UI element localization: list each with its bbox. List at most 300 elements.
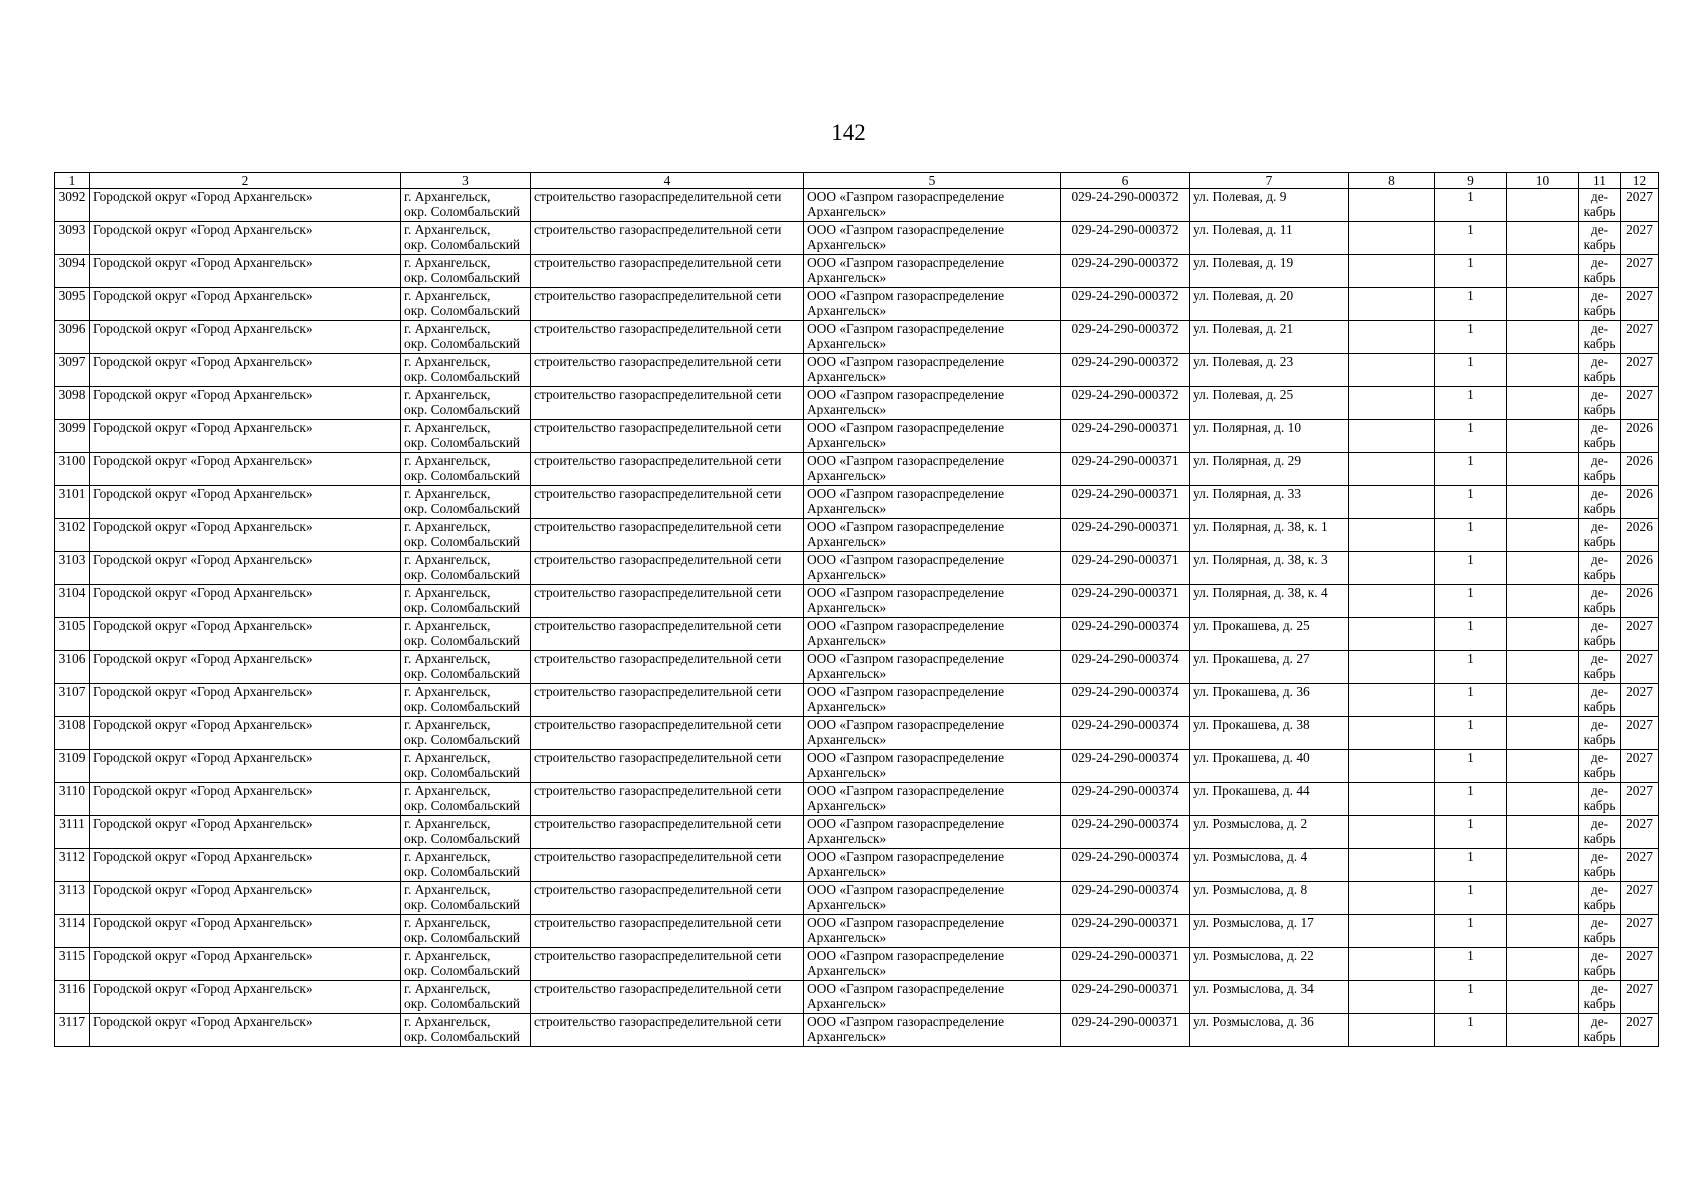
month-line-1: де-: [1590, 321, 1609, 336]
work-type-cell: строительство газораспределительной сети: [531, 915, 804, 948]
work-type-cell: строительство газораспределительной сети: [531, 651, 804, 684]
count-cell: 1: [1435, 420, 1507, 453]
month-line-1: де-: [1590, 618, 1609, 633]
location-line-2: окр. Соломбальский: [404, 336, 521, 351]
organization-line-1: ООО «Газпром газораспределение: [807, 816, 1005, 831]
location-line-2: окр. Соломбальский: [404, 633, 521, 648]
col-8-cell: [1349, 189, 1435, 222]
program-code-cell: 029-24-290-000371: [1061, 420, 1190, 453]
count-cell: 1: [1435, 552, 1507, 585]
col-8-cell: [1349, 453, 1435, 486]
table-row: [55, 816, 1659, 849]
program-code-cell: 029-24-290-000374: [1061, 651, 1190, 684]
row-number: 3112: [55, 849, 90, 882]
year-cell: 2027: [1621, 354, 1659, 387]
location-line-2: окр. Соломбальский: [404, 930, 521, 945]
month-line-1: де-: [1590, 486, 1609, 501]
organization-line-2: Архангельск»: [807, 732, 887, 747]
organization-line-1: ООО «Газпром газораспределение: [807, 519, 1005, 534]
month-cell: [1579, 288, 1621, 321]
organization-cell: [804, 354, 1061, 387]
location-line-1: г. Архангельск,: [404, 585, 491, 600]
table-row: [55, 915, 1659, 948]
location-line-2: окр. Соломбальский: [404, 534, 521, 549]
year-cell: 2027: [1621, 189, 1659, 222]
month-line-1: де-: [1590, 420, 1609, 435]
program-code-cell: 029-24-290-000371: [1061, 948, 1190, 981]
work-type-cell: строительство газораспределительной сети: [531, 288, 804, 321]
organization-line-1: ООО «Газпром газораспределение: [807, 420, 1005, 435]
address-cell: ул. Полевая, д. 9: [1190, 189, 1349, 222]
organization-cell: [804, 387, 1061, 420]
month-line-1: де-: [1590, 354, 1609, 369]
district-cell: Городской округ «Город Архангельск»: [90, 981, 401, 1014]
row-number: 3098: [55, 387, 90, 420]
district-cell: Городской округ «Город Архангельск»: [90, 189, 401, 222]
address-cell: ул. Прокашева, д. 25: [1190, 618, 1349, 651]
year-cell: 2027: [1621, 1014, 1659, 1047]
location-cell: [401, 189, 531, 222]
address-cell: ул. Полевая, д. 19: [1190, 255, 1349, 288]
row-number: 3109: [55, 750, 90, 783]
col-8-cell: [1349, 948, 1435, 981]
organization-line-2: Архангельск»: [807, 303, 887, 318]
count-cell: 1: [1435, 651, 1507, 684]
location-line-2: окр. Соломбальский: [404, 897, 521, 912]
district-cell: Городской округ «Город Архангельск»: [90, 816, 401, 849]
month-cell: [1579, 783, 1621, 816]
district-cell: Городской округ «Город Архангельск»: [90, 585, 401, 618]
month-line-2: кабрь: [1583, 699, 1616, 714]
address-cell: ул. Прокашева, д. 40: [1190, 750, 1349, 783]
district-cell: Городской округ «Город Архангельск»: [90, 1014, 401, 1047]
address-cell: ул. Прокашева, д. 38: [1190, 717, 1349, 750]
program-code-cell: 029-24-290-000371: [1061, 519, 1190, 552]
location-cell: [401, 222, 531, 255]
col-10-cell: [1507, 783, 1579, 816]
organization-line-1: ООО «Газпром газораспределение: [807, 981, 1005, 996]
program-code-cell: 029-24-290-000372: [1061, 321, 1190, 354]
month-line-2: кабрь: [1583, 270, 1616, 285]
location-line-1: г. Архангельск,: [404, 255, 491, 270]
year-cell: 2027: [1621, 882, 1659, 915]
year-cell: 2027: [1621, 717, 1659, 750]
month-cell: [1579, 816, 1621, 849]
organization-line-1: ООО «Газпром газораспределение: [807, 552, 1005, 567]
count-cell: 1: [1435, 882, 1507, 915]
district-cell: Городской округ «Город Архангельск»: [90, 222, 401, 255]
organization-line-1: ООО «Газпром газораспределение: [807, 948, 1005, 963]
table-body: [55, 189, 1659, 1047]
month-cell: [1579, 354, 1621, 387]
month-line-2: кабрь: [1583, 237, 1616, 252]
col-10-cell: [1507, 1014, 1579, 1047]
location-line-1: г. Архангельск,: [404, 486, 491, 501]
col-header-7: 7: [1190, 173, 1349, 189]
table-row: [55, 387, 1659, 420]
month-line-1: де-: [1590, 387, 1609, 402]
location-line-1: г. Архангельск,: [404, 882, 491, 897]
organization-line-2: Архангельск»: [807, 567, 887, 582]
location-line-2: окр. Соломбальский: [404, 732, 521, 747]
organization-cell: [804, 948, 1061, 981]
location-cell: [401, 519, 531, 552]
month-line-1: де-: [1590, 255, 1609, 270]
district-cell: Городской округ «Город Архангельск»: [90, 321, 401, 354]
table-row: [55, 189, 1659, 222]
address-cell: ул. Полевая, д. 25: [1190, 387, 1349, 420]
month-line-1: де-: [1590, 882, 1609, 897]
address-cell: ул. Розмыслова, д. 4: [1190, 849, 1349, 882]
month-line-1: де-: [1590, 288, 1609, 303]
organization-line-2: Архангельск»: [807, 435, 887, 450]
col-10-cell: [1507, 519, 1579, 552]
col-10-cell: [1507, 222, 1579, 255]
month-line-1: де-: [1590, 948, 1609, 963]
count-cell: 1: [1435, 585, 1507, 618]
year-cell: 2027: [1621, 288, 1659, 321]
year-cell: 2026: [1621, 552, 1659, 585]
month-line-2: кабрь: [1583, 963, 1616, 978]
col-header-9: 9: [1435, 173, 1507, 189]
location-cell: [401, 651, 531, 684]
organization-line-2: Архангельск»: [807, 897, 887, 912]
address-cell: ул. Прокашева, д. 44: [1190, 783, 1349, 816]
col-8-cell: [1349, 552, 1435, 585]
organization-line-1: ООО «Газпром газораспределение: [807, 849, 1005, 864]
address-cell: ул. Полевая, д. 23: [1190, 354, 1349, 387]
location-line-1: г. Архангельск,: [404, 651, 491, 666]
row-number: 3099: [55, 420, 90, 453]
col-header-3: 3: [401, 173, 531, 189]
col-10-cell: [1507, 882, 1579, 915]
col-10-cell: [1507, 948, 1579, 981]
work-type-cell: строительство газораспределительной сети: [531, 717, 804, 750]
location-line-2: окр. Соломбальский: [404, 270, 521, 285]
col-10-cell: [1507, 387, 1579, 420]
month-line-1: де-: [1590, 519, 1609, 534]
month-line-2: кабрь: [1583, 765, 1616, 780]
program-code-cell: 029-24-290-000371: [1061, 915, 1190, 948]
col-10-cell: [1507, 981, 1579, 1014]
month-cell: [1579, 684, 1621, 717]
address-cell: ул. Полевая, д. 21: [1190, 321, 1349, 354]
count-cell: 1: [1435, 915, 1507, 948]
program-code-cell: 029-24-290-000371: [1061, 486, 1190, 519]
location-line-1: г. Архангельск,: [404, 222, 491, 237]
month-cell: [1579, 321, 1621, 354]
row-number: 3116: [55, 981, 90, 1014]
col-10-cell: [1507, 618, 1579, 651]
organization-line-2: Архангельск»: [807, 1029, 887, 1044]
organization-cell: [804, 189, 1061, 222]
table-row: [55, 684, 1659, 717]
header-row: [55, 173, 1659, 189]
program-code-cell: 029-24-290-000374: [1061, 849, 1190, 882]
month-line-1: де-: [1590, 1014, 1609, 1029]
program-code-cell: 029-24-290-000374: [1061, 882, 1190, 915]
work-type-cell: строительство газораспределительной сети: [531, 882, 804, 915]
col-8-cell: [1349, 882, 1435, 915]
col-10-cell: [1507, 651, 1579, 684]
table-row: [55, 453, 1659, 486]
location-cell: [401, 684, 531, 717]
month-line-2: кабрь: [1583, 600, 1616, 615]
organization-cell: [804, 915, 1061, 948]
program-code-cell: 029-24-290-000371: [1061, 453, 1190, 486]
program-code-cell: 029-24-290-000374: [1061, 684, 1190, 717]
address-cell: ул. Полярная, д. 38, к. 4: [1190, 585, 1349, 618]
col-10-cell: [1507, 288, 1579, 321]
organization-line-2: Архангельск»: [807, 798, 887, 813]
row-number: 3102: [55, 519, 90, 552]
address-cell: ул. Прокашева, д. 36: [1190, 684, 1349, 717]
col-10-cell: [1507, 321, 1579, 354]
location-cell: [401, 453, 531, 486]
month-cell: [1579, 486, 1621, 519]
table-row: [55, 849, 1659, 882]
year-cell: 2027: [1621, 651, 1659, 684]
address-cell: ул. Полевая, д. 11: [1190, 222, 1349, 255]
location-cell: [401, 882, 531, 915]
row-number: 3093: [55, 222, 90, 255]
col-8-cell: [1349, 618, 1435, 651]
organization-line-1: ООО «Газпром газораспределение: [807, 354, 1005, 369]
col-8-cell: [1349, 486, 1435, 519]
month-cell: [1579, 1014, 1621, 1047]
work-type-cell: строительство газораспределительной сети: [531, 684, 804, 717]
work-type-cell: строительство газораспределительной сети: [531, 816, 804, 849]
month-cell: [1579, 585, 1621, 618]
district-cell: Городской округ «Город Архангельск»: [90, 552, 401, 585]
col-8-cell: [1349, 849, 1435, 882]
table-row: [55, 519, 1659, 552]
address-cell: ул. Полярная, д. 10: [1190, 420, 1349, 453]
row-number: 3094: [55, 255, 90, 288]
col-8-cell: [1349, 420, 1435, 453]
row-number: 3111: [55, 816, 90, 849]
location-line-1: г. Архангельск,: [404, 684, 491, 699]
work-type-cell: строительство газораспределительной сети: [531, 222, 804, 255]
location-line-2: окр. Соломбальский: [404, 996, 521, 1011]
col-8-cell: [1349, 585, 1435, 618]
count-cell: 1: [1435, 288, 1507, 321]
month-line-1: де-: [1590, 849, 1609, 864]
organization-cell: [804, 651, 1061, 684]
month-cell: [1579, 849, 1621, 882]
address-cell: ул. Розмыслова, д. 36: [1190, 1014, 1349, 1047]
work-type-cell: строительство газораспределительной сети: [531, 420, 804, 453]
program-code-cell: 029-24-290-000372: [1061, 387, 1190, 420]
year-cell: 2026: [1621, 486, 1659, 519]
month-line-2: кабрь: [1583, 501, 1616, 516]
table-row: [55, 420, 1659, 453]
month-line-1: де-: [1590, 453, 1609, 468]
month-line-2: кабрь: [1583, 798, 1616, 813]
col-8-cell: [1349, 981, 1435, 1014]
row-number: 3113: [55, 882, 90, 915]
count-cell: 1: [1435, 321, 1507, 354]
col-8-cell: [1349, 684, 1435, 717]
month-cell: [1579, 255, 1621, 288]
count-cell: 1: [1435, 783, 1507, 816]
count-cell: 1: [1435, 1014, 1507, 1047]
count-cell: 1: [1435, 750, 1507, 783]
year-cell: 2026: [1621, 420, 1659, 453]
location-cell: [401, 750, 531, 783]
table-row: [55, 651, 1659, 684]
organization-cell: [804, 552, 1061, 585]
col-header-4: 4: [531, 173, 804, 189]
location-line-2: окр. Соломбальский: [404, 369, 521, 384]
month-line-2: кабрь: [1583, 402, 1616, 417]
organization-cell: [804, 288, 1061, 321]
district-cell: Городской округ «Город Архангельск»: [90, 882, 401, 915]
address-cell: ул. Розмыслова, д. 2: [1190, 816, 1349, 849]
district-cell: Городской округ «Город Архангельск»: [90, 684, 401, 717]
address-cell: ул. Полевая, д. 20: [1190, 288, 1349, 321]
district-cell: Городской округ «Город Архангельск»: [90, 915, 401, 948]
organization-line-2: Архангельск»: [807, 204, 887, 219]
location-line-1: г. Архангельск,: [404, 750, 491, 765]
month-line-1: де-: [1590, 981, 1609, 996]
organization-cell: [804, 585, 1061, 618]
col-header-6: 6: [1061, 173, 1190, 189]
year-cell: 2027: [1621, 948, 1659, 981]
year-cell: 2026: [1621, 585, 1659, 618]
program-code-cell: 029-24-290-000372: [1061, 354, 1190, 387]
location-line-2: окр. Соломбальский: [404, 831, 521, 846]
organization-cell: [804, 420, 1061, 453]
table-row: [55, 981, 1659, 1014]
location-cell: [401, 552, 531, 585]
location-line-1: г. Архангельск,: [404, 981, 491, 996]
organization-cell: [804, 519, 1061, 552]
year-cell: 2027: [1621, 783, 1659, 816]
program-code-cell: 029-24-290-000374: [1061, 750, 1190, 783]
district-cell: Городской округ «Город Архангельск»: [90, 420, 401, 453]
work-type-cell: строительство газораспределительной сети: [531, 255, 804, 288]
organization-line-1: ООО «Газпром газораспределение: [807, 585, 1005, 600]
col-8-cell: [1349, 750, 1435, 783]
location-line-1: г. Архангельск,: [404, 717, 491, 732]
work-type-cell: строительство газораспределительной сети: [531, 519, 804, 552]
organization-cell: [804, 882, 1061, 915]
year-cell: 2027: [1621, 321, 1659, 354]
table-row: [55, 222, 1659, 255]
row-number: 3096: [55, 321, 90, 354]
organization-line-2: Архангельск»: [807, 963, 887, 978]
month-line-2: кабрь: [1583, 666, 1616, 681]
month-line-2: кабрь: [1583, 831, 1616, 846]
location-line-1: г. Архангельск,: [404, 519, 491, 534]
count-cell: 1: [1435, 981, 1507, 1014]
year-cell: 2026: [1621, 453, 1659, 486]
col-header-1: 1: [55, 173, 90, 189]
organization-line-1: ООО «Газпром газораспределение: [807, 684, 1005, 699]
location-line-2: окр. Соломбальский: [404, 567, 521, 582]
location-cell: [401, 849, 531, 882]
location-cell: [401, 387, 531, 420]
col-8-cell: [1349, 1014, 1435, 1047]
row-number: 3095: [55, 288, 90, 321]
year-cell: 2026: [1621, 519, 1659, 552]
organization-line-2: Архангельск»: [807, 369, 887, 384]
location-line-1: г. Архангельск,: [404, 849, 491, 864]
address-cell: ул. Розмыслова, д. 34: [1190, 981, 1349, 1014]
organization-cell: [804, 717, 1061, 750]
month-cell: [1579, 882, 1621, 915]
row-number: 3107: [55, 684, 90, 717]
location-line-2: окр. Соломбальский: [404, 666, 521, 681]
work-type-cell: строительство газораспределительной сети: [531, 618, 804, 651]
work-type-cell: строительство газораспределительной сети: [531, 750, 804, 783]
col-10-cell: [1507, 354, 1579, 387]
location-cell: [401, 321, 531, 354]
address-cell: ул. Полярная, д. 38, к. 3: [1190, 552, 1349, 585]
location-line-2: окр. Соломбальский: [404, 699, 521, 714]
month-cell: [1579, 222, 1621, 255]
row-number: 3092: [55, 189, 90, 222]
col-10-cell: [1507, 717, 1579, 750]
address-cell: ул. Розмыслова, д. 17: [1190, 915, 1349, 948]
address-cell: ул. Полярная, д. 29: [1190, 453, 1349, 486]
month-cell: [1579, 453, 1621, 486]
col-8-cell: [1349, 519, 1435, 552]
organization-line-2: Архангельск»: [807, 831, 887, 846]
organization-line-1: ООО «Газпром газораспределение: [807, 255, 1005, 270]
count-cell: 1: [1435, 354, 1507, 387]
location-line-1: г. Архангельск,: [404, 288, 491, 303]
month-line-1: де-: [1590, 816, 1609, 831]
organization-cell: [804, 849, 1061, 882]
district-cell: Городской округ «Город Архангельск»: [90, 651, 401, 684]
location-cell: [401, 288, 531, 321]
work-type-cell: строительство газораспределительной сети: [531, 189, 804, 222]
work-type-cell: строительство газораспределительной сети: [531, 585, 804, 618]
organization-cell: [804, 816, 1061, 849]
table-row: [55, 783, 1659, 816]
col-8-cell: [1349, 354, 1435, 387]
location-cell: [401, 1014, 531, 1047]
organization-line-1: ООО «Газпром газораспределение: [807, 387, 1005, 402]
organization-line-2: Архангельск»: [807, 237, 887, 252]
col-10-cell: [1507, 915, 1579, 948]
table-row: [55, 354, 1659, 387]
work-type-cell: строительство газораспределительной сети: [531, 387, 804, 420]
month-line-1: де-: [1590, 717, 1609, 732]
month-line-2: кабрь: [1583, 996, 1616, 1011]
row-number: 3101: [55, 486, 90, 519]
location-cell: [401, 717, 531, 750]
row-number: 3108: [55, 717, 90, 750]
work-type-cell: строительство газораспределительной сети: [531, 486, 804, 519]
organization-cell: [804, 684, 1061, 717]
organization-line-2: Архангельск»: [807, 633, 887, 648]
month-line-1: де-: [1590, 222, 1609, 237]
organization-line-1: ООО «Газпром газораспределение: [807, 783, 1005, 798]
organization-cell: [804, 1014, 1061, 1047]
col-header-5: 5: [804, 173, 1061, 189]
col-header-8: 8: [1349, 173, 1435, 189]
table-row: [55, 1014, 1659, 1047]
table-row: [55, 750, 1659, 783]
location-line-1: г. Архангельск,: [404, 321, 491, 336]
year-cell: 2027: [1621, 387, 1659, 420]
district-cell: Городской округ «Город Архангельск»: [90, 618, 401, 651]
location-line-2: окр. Соломбальский: [404, 501, 521, 516]
location-cell: [401, 420, 531, 453]
